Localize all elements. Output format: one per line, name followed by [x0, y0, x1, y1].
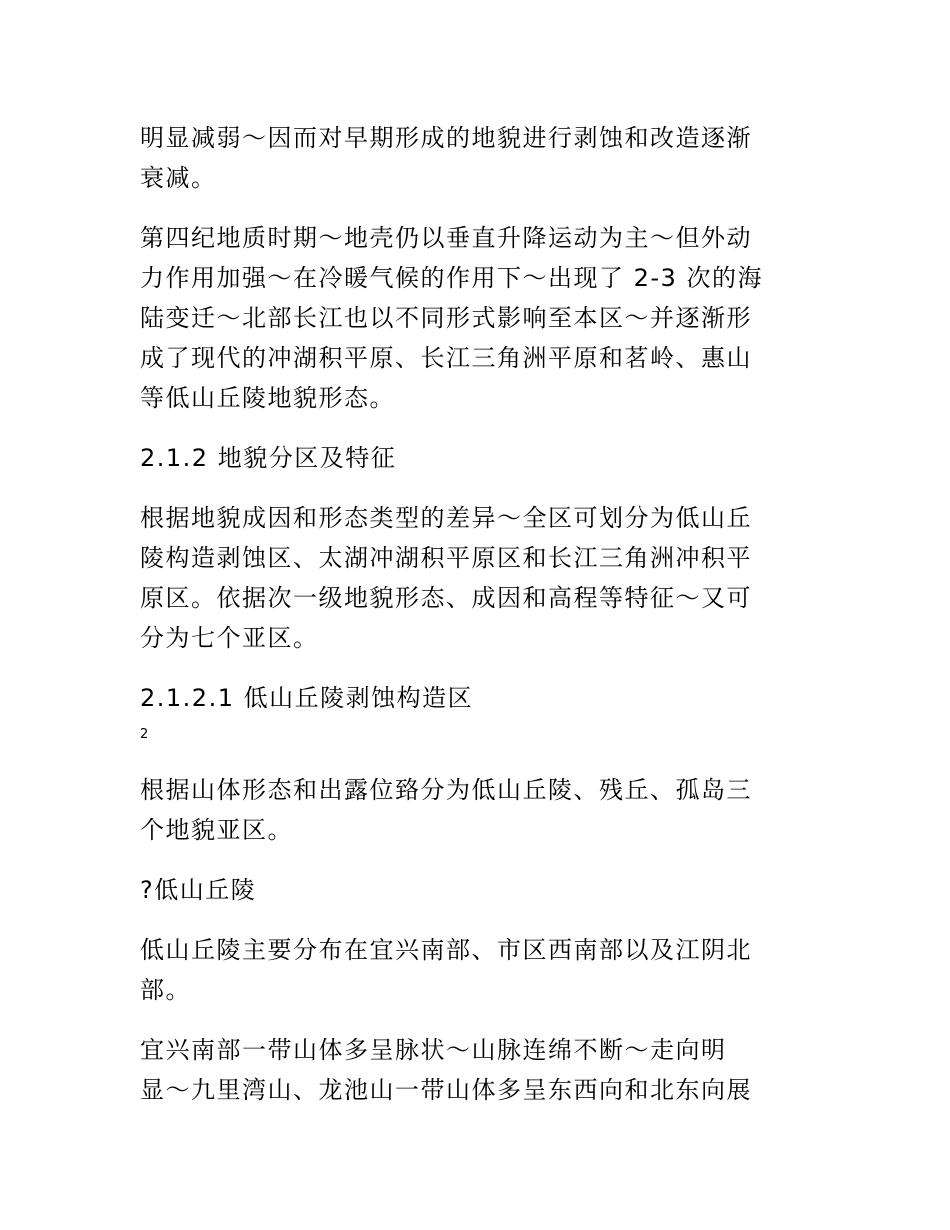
subheading-low-hills: ?低山丘陵: [140, 876, 257, 904]
section-heading-2-1-2-1: 2.1.2.1 低山丘陵剥蚀构造区: [140, 684, 474, 712]
section-heading-2-1-2: 2.1.2 地貌分区及特征: [140, 444, 397, 472]
paragraph-2: 第四纪地质时期～地壳仍以垂直升降运动为主～但外动 力作用加强～在冷暖气候的作用下～出现了 2-3 次的海 陆变迁～北部长江也以不同形式影响至本区～并逐渐形 成了现代的冲湖积平原、长江三角洲平原和茗岭、惠山 等低山丘陵地貌形态。: [140, 224, 763, 412]
paragraph-6: 宜兴南部一带山体多呈脉状～山脉连绵不断～走向明 显～九里湾山、龙池山一带山体多呈东西向和北东向展: [140, 1036, 752, 1104]
paragraph-5: 低山丘陵主要分布在宜兴南部、市区西南部以及江阴北 部。: [140, 936, 752, 1004]
paragraph-3: 根据地貌成因和形态类型的差异～全区可划分为低山丘 陵构造剥蚀区、太湖冲湖积平原区和长江三角洲冲积平 原区。依据次一级地貌形态、成因和高程等特征～又可 分为七个亚区。: [140, 504, 752, 652]
document-page: [140, 118, 800, 1130]
paragraph-1: 明显减弱～因而对早期形成的地貌进行剥蚀和改造逐渐 衰减。: [140, 124, 752, 192]
paragraph-4: 根据山体形态和出露位臵分为低山丘陵、残丘、孤岛三 个地貌亚区。: [140, 776, 752, 844]
footnote-marker: 2: [140, 727, 149, 742]
